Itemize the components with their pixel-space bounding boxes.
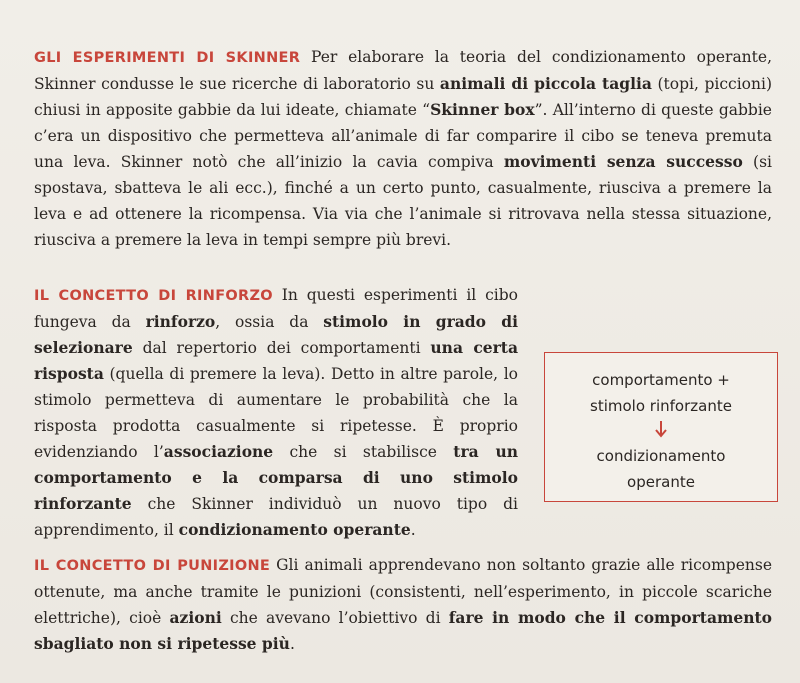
text: dal repertorio dei comportamenti — [132, 339, 431, 357]
text: , ossia da — [215, 313, 324, 331]
text: . — [410, 521, 416, 539]
text: Per elaborare la teoria del condizionamento operante, Skinner condusse le sue ricerche di laboratorio su — [34, 48, 772, 93]
text: che si stabilisce — [273, 443, 454, 461]
bold-text: animali di piccola taglia — [439, 74, 652, 93]
section-heading: IL CONCETTO DI PUNIZIONE — [34, 558, 271, 574]
box-line-2: stimolo rinforzante — [590, 397, 732, 415]
bold-text: rinforzo — [145, 312, 216, 331]
text: . — [289, 635, 295, 653]
down-arrow-icon — [654, 419, 668, 439]
text: che Skinner individuò un nuovo tipo di apprendimento, il — [34, 495, 518, 539]
section-heading: GLI ESPERIMENTI DI SKINNER — [34, 50, 301, 66]
bold-text: stimolo in grado di selezionare — [34, 312, 518, 357]
bold-text: associazione — [163, 442, 274, 461]
bold-text: movimenti senza successo — [503, 152, 743, 171]
text: In questi esperimenti il cibo fungeva da — [34, 286, 518, 331]
box-line-1: comportamento + — [592, 371, 730, 389]
bold-text: condizionamento operante — [178, 520, 411, 539]
box-line-3: condizionamento — [596, 447, 726, 465]
paragraph-punishment — [34, 552, 772, 657]
text: che avevano l’obiettivo di — [221, 609, 449, 627]
bold-text: tra un comportamento e la comparsa di uno stimolo rinforzante — [34, 442, 518, 513]
text: ”. All’interno di queste gabbie c’era un dispositivo che permetteva all’animale di far comparire il cibo se teneva premuta una leva. Skinner notò che all’inizio la cavia compiva — [34, 101, 772, 171]
bold-text: Skinner box — [430, 100, 535, 119]
bold-text: una certa risposta — [34, 338, 518, 383]
bold-text: fare in modo che il comportamento sbagliato non si ripetesse più — [34, 608, 773, 653]
text: (si spostava, sbatteva le ali ecc.), finché a un certo punto, casualmente, riusciva a premere la leva e ad ottenere la ricompensa. Via via che l’animale si ritrovava nella stessa situazione, riusciva a premere la leva in tempi sempre più brevi. — [34, 153, 772, 249]
text: (topi, piccioni) chiusi in apposite gabbie da lui ideate, chiamate “ — [34, 75, 772, 119]
text: Gli animali apprendevano non soltanto grazie alle ricompense ottenute, ma anche tramite le punizioni (consistenti, nell’esperimento, in piccole scariche elettriche), cioè — [34, 556, 772, 627]
section-heading: IL CONCETTO DI RINFORZO — [34, 288, 273, 304]
conditioning-diagram-box — [544, 352, 778, 502]
paragraph-skinner-experiments — [34, 44, 772, 253]
box-line-4: operante — [627, 473, 695, 491]
bold-text: azioni — [169, 608, 222, 627]
text: (quella di premere la leva). Detto in altre parole, lo stimolo permetteva di aumentare le probabilità che la risposta prodotta casualmente si ripetesse. È proprio evidenziando l’ — [34, 365, 518, 461]
